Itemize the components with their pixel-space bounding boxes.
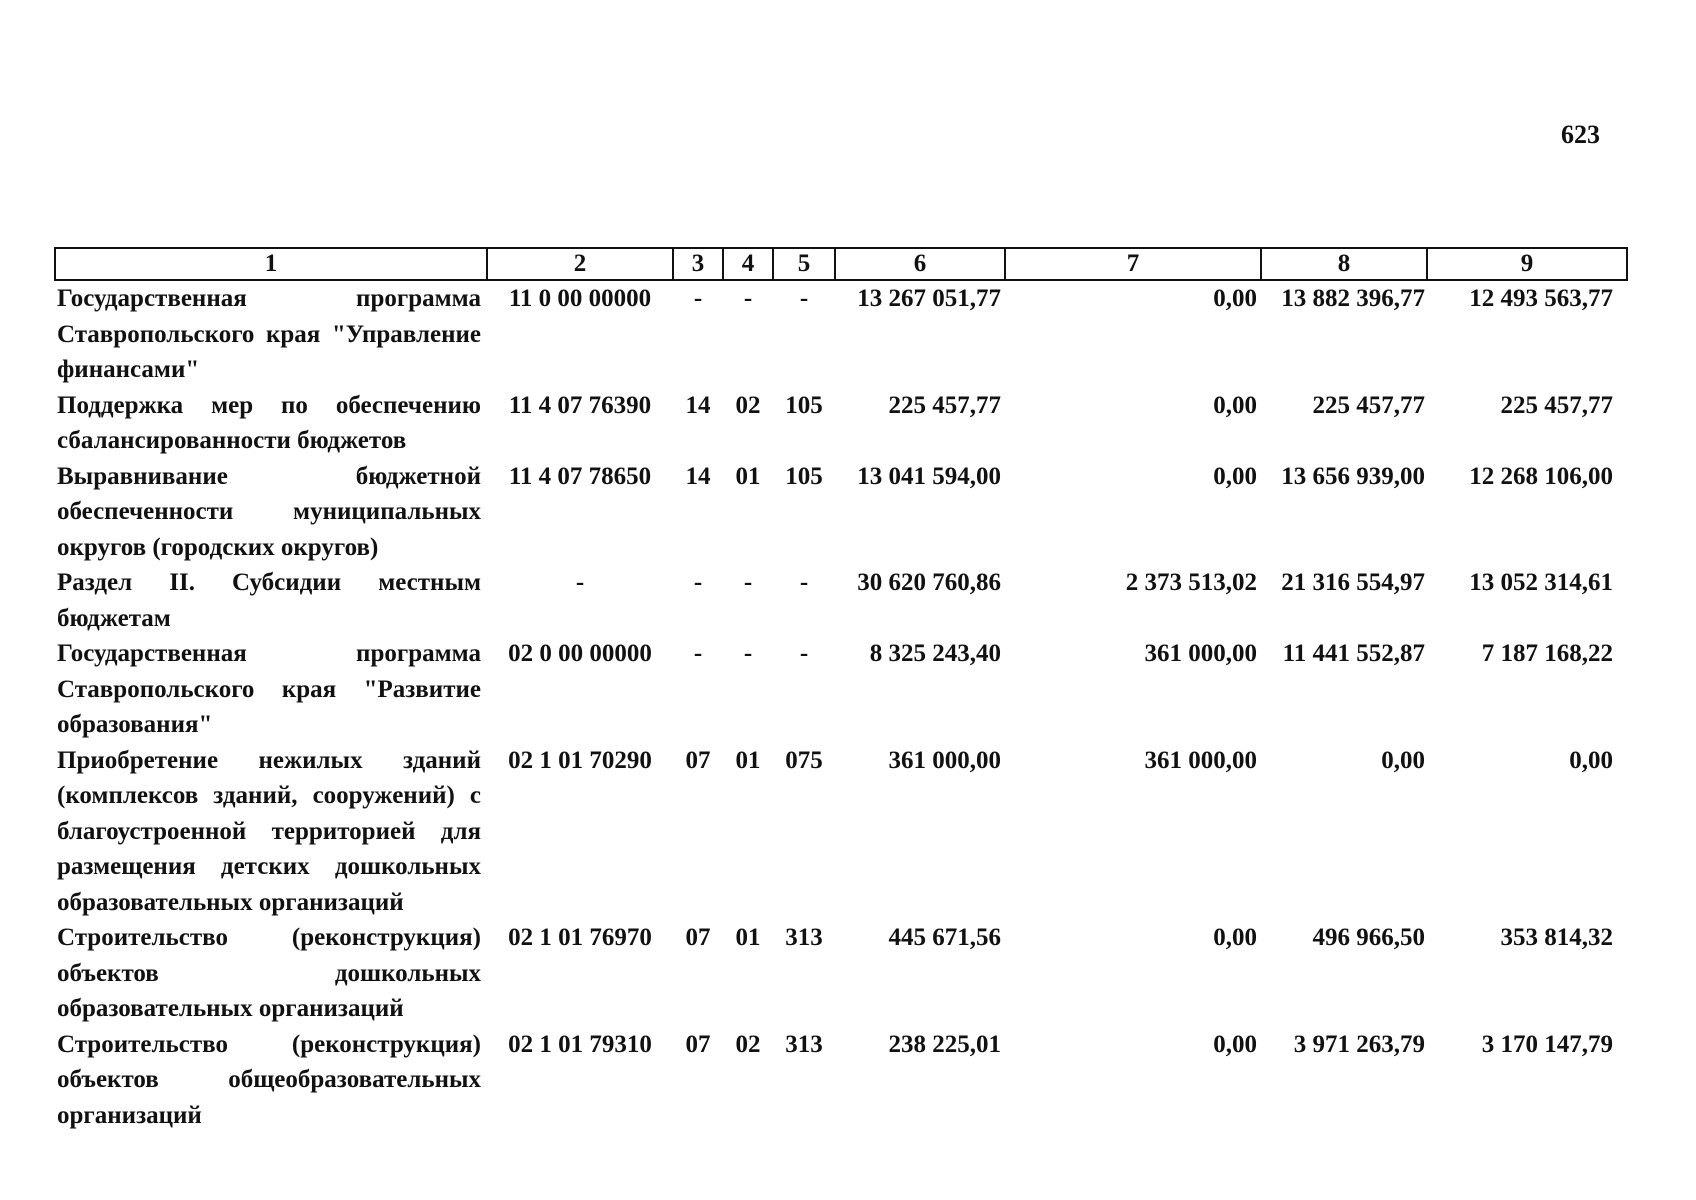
- table-row: [55, 280, 1627, 388]
- row-col-5: -: [799, 285, 809, 312]
- row-target-code: -: [575, 569, 585, 596]
- table-body: [55, 280, 1627, 1133]
- row-name: Строительство (реконструкция) объектов дошкольных образовательных организаций: [57, 924, 481, 1022]
- row-value-8: 21 316 554,97: [1281, 569, 1425, 596]
- row-col-3: -: [693, 569, 703, 596]
- table-row: [55, 565, 1627, 636]
- row-name: Поддержка мер по обеспечению сбалансированности бюджетов: [57, 391, 481, 454]
- row-value-9: 12 493 563,77: [1469, 285, 1613, 312]
- row-target-code: 11 4 07 78650: [508, 462, 652, 490]
- row-value-9: 12 268 106,00: [1469, 462, 1613, 490]
- row-value-8: 13 882 396,77: [1281, 285, 1425, 312]
- row-col-5: 105: [785, 391, 823, 419]
- row-value-7: 0,00: [1213, 391, 1257, 419]
- row-col-5: 075: [785, 746, 823, 774]
- header-cell-3: 3: [673, 248, 723, 280]
- row-col-4: 01: [735, 462, 761, 490]
- row-col-4: -: [743, 569, 753, 596]
- budget-table: [54, 247, 1628, 1133]
- row-col-3: -: [693, 285, 703, 312]
- row-name: Приобретение нежилых зданий (комплексов зданий, сооружений) с благоустроенной территорией для размещения детских дошкольных образовательных организаций: [57, 746, 481, 916]
- row-name: Выравнивание бюджетной обеспеченности муниципальных округов (городских округов): [57, 462, 481, 561]
- row-value-7: 0,00: [1213, 285, 1257, 312]
- table-row: [55, 636, 1627, 743]
- row-value-6: 30 620 760,86: [857, 569, 1001, 596]
- table-row: [55, 743, 1627, 921]
- row-value-7: 2 373 513,02: [1125, 569, 1257, 596]
- row-value-6: 225 457,77: [888, 391, 1001, 419]
- row-value-6: 445 671,56: [888, 924, 1001, 951]
- row-col-4: 02: [735, 391, 761, 419]
- row-target-code: 02 1 01 79310: [508, 1030, 652, 1058]
- row-name: Раздел II. Субсидии местным бюджетам: [57, 569, 481, 632]
- row-value-8: 3 971 263,79: [1293, 1030, 1425, 1058]
- row-name: Государственная программа Ставропольского края "Управление финансами": [57, 285, 481, 383]
- table-row: [55, 459, 1627, 566]
- table-header: [55, 248, 1627, 280]
- header-cell-6: 6: [835, 248, 1005, 280]
- row-col-3: 07: [685, 924, 711, 951]
- header-row: [55, 248, 1627, 280]
- row-target-code: 02 1 01 70290: [508, 746, 652, 774]
- row-col-4: 01: [735, 924, 761, 951]
- header-cell-2: 2: [487, 248, 673, 280]
- row-value-8: 13 656 939,00: [1281, 462, 1425, 490]
- row-value-9: 353 814,32: [1500, 924, 1613, 951]
- row-col-5: -: [799, 640, 809, 667]
- row-name: Строительство (реконструкция) объектов общеобразовательных организаций: [57, 1030, 481, 1129]
- header-cell-9: 9: [1427, 248, 1627, 280]
- header-cell-8: 8: [1261, 248, 1427, 280]
- row-col-5: 105: [785, 462, 823, 490]
- row-name: Государственная программа Ставропольского края "Развитие образования": [57, 640, 481, 738]
- row-value-7: 0,00: [1213, 924, 1257, 951]
- row-value-6: 361 000,00: [888, 746, 1001, 774]
- row-value-7: 0,00: [1213, 462, 1257, 490]
- header-cell-1: 1: [55, 248, 487, 280]
- row-col-4: 02: [735, 1030, 761, 1058]
- header-cell-4: 4: [723, 248, 773, 280]
- row-value-9: 13 052 314,61: [1469, 569, 1613, 596]
- row-col-3: 07: [685, 746, 711, 774]
- page-number: 623: [1561, 120, 1600, 149]
- row-value-8: 11 441 552,87: [1282, 640, 1425, 667]
- row-target-code: 02 0 00 00000: [508, 640, 652, 667]
- row-value-8: 496 966,50: [1312, 924, 1425, 951]
- row-value-7: 0,00: [1213, 1030, 1257, 1058]
- row-value-8: 225 457,77: [1312, 391, 1425, 419]
- row-value-6: 13 041 594,00: [857, 462, 1001, 490]
- table-row: [55, 388, 1627, 459]
- row-target-code: 02 1 01 76970: [508, 924, 652, 951]
- header-cell-7: 7: [1005, 248, 1261, 280]
- header-cell-5: 5: [773, 248, 835, 280]
- row-col-3: 14: [685, 391, 711, 419]
- row-value-6: 8 325 243,40: [869, 640, 1001, 667]
- row-target-code: 11 0 00 00000: [508, 285, 652, 312]
- row-col-5: 313: [785, 924, 823, 951]
- row-value-7: 361 000,00: [1144, 640, 1257, 667]
- row-col-3: -: [693, 640, 703, 667]
- row-value-6: 238 225,01: [888, 1030, 1001, 1058]
- row-col-5: 313: [785, 1030, 823, 1058]
- row-col-4: -: [743, 640, 753, 667]
- row-value-7: 361 000,00: [1144, 746, 1257, 774]
- row-col-5: -: [799, 569, 809, 596]
- row-col-3: 14: [685, 462, 711, 490]
- row-target-code: 11 4 07 76390: [508, 391, 652, 419]
- row-value-9: 3 170 147,79: [1481, 1030, 1613, 1058]
- row-col-3: 07: [685, 1030, 711, 1058]
- row-value-9: 225 457,77: [1500, 391, 1613, 419]
- table-row: [55, 1027, 1627, 1134]
- row-value-9: 7 187 168,22: [1481, 640, 1613, 667]
- row-value-9: 0,00: [1569, 746, 1613, 774]
- row-value-6: 13 267 051,77: [857, 285, 1001, 312]
- row-value-8: 0,00: [1381, 746, 1425, 774]
- row-col-4: 01: [735, 746, 761, 774]
- row-col-4: -: [743, 285, 753, 312]
- table-row: [55, 920, 1627, 1027]
